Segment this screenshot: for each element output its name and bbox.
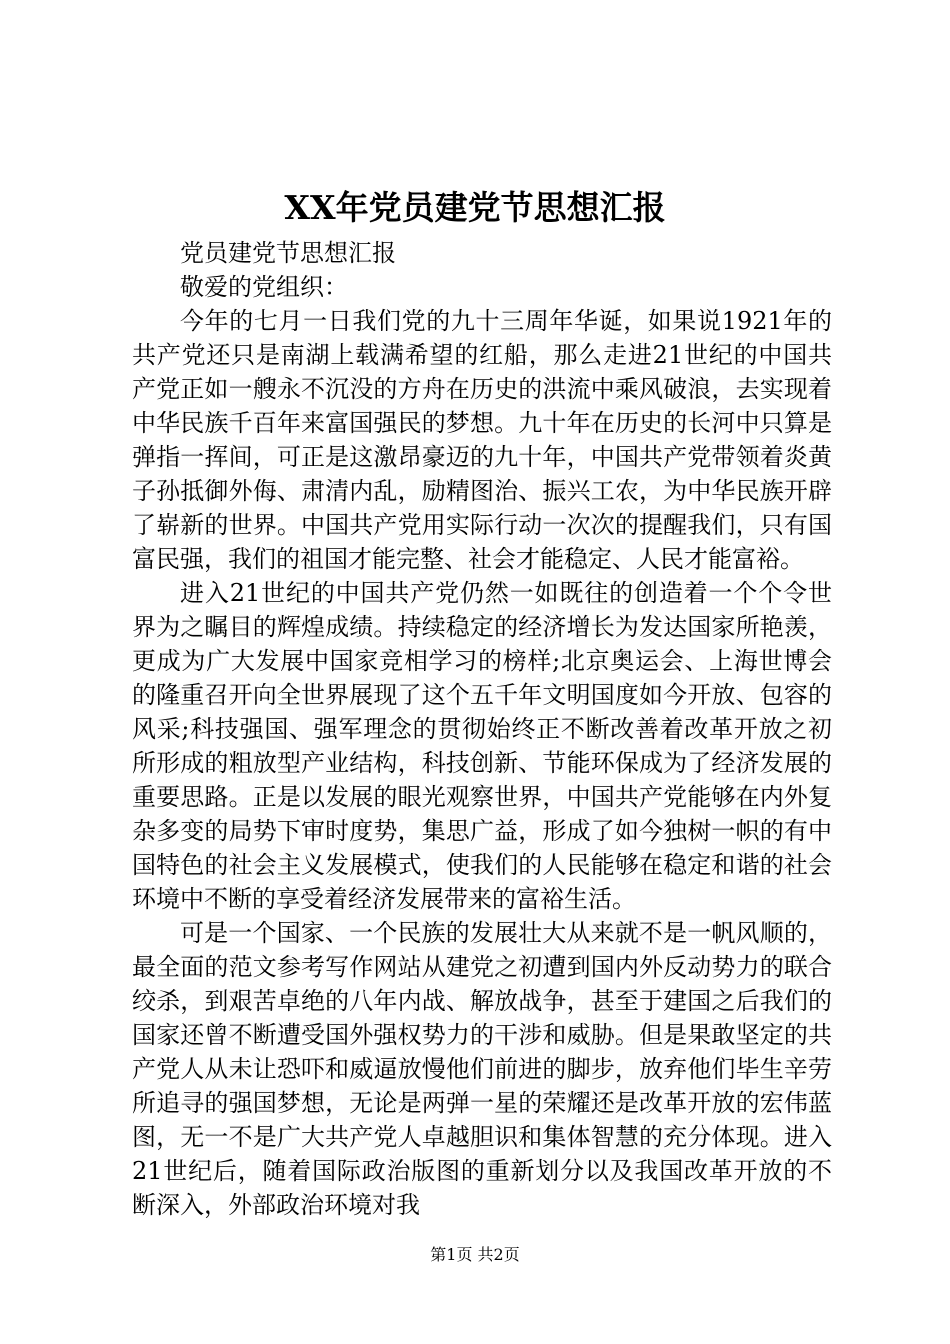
body-paragraph: 今年的七月一日我们党的九十三周年华诞，如果说1921年的共产党还只是南湖上载满希望的红船，那么走进21世纪的中国共产党正如一艘永不沉没的方舟在历史的洪流中乘风破浪，去实现着中华民族千百年来富国强民的梦想。九十年在历史的长河中只算是弹指一挥间，可正是这激昂豪迈的九十年，中国共产党带领着炎黄子孙抵御外侮、肃清内乱，励精图治、振兴工农，为中华民族开辟了崭新的世界。中国共产党用实际行动一次次的提醒我们，只有国富民强，我们的祖国才能完整、社会才能稳定、人民才能富裕。: [132, 307, 832, 573]
page-number-footer: 第1页 共2页: [430, 1245, 520, 1264]
document-body: [132, 236, 832, 1222]
page-title: XX年党员建党节思想汇报: [284, 188, 666, 227]
body-paragraph: 进入21世纪的中国共产党仍然一如既往的创造着一个个令世界为之瞩目的辉煌成绩。持续稳定的经济增长为发达国家所艳羡，更成为广大发展中国家竞相学习的榜样;北京奥运会、上海世博会的隆重召开向全世界展现了这个五千年文明国度如今开放、包容的风采;科技强国、强军理念的贯彻始终正不断改善着改革开放之初所形成的粗放型产业结构，科技创新、节能环保成为了经济发展的重要思路。正是以发展的眼光观察世界，中国共产党能够在内外复杂多变的局势下审时度势，集思广益，形成了如今独树一帜的有中国特色的社会主义发展模式，使我们的人民能够在稳定和谐的社会环境中不断的享受着经济发展带来的富裕生活。: [132, 579, 832, 913]
subtitle-line: 党员建党节思想汇报: [180, 239, 396, 267]
body-paragraph: 可是一个国家、一个民族的发展壮大从来就不是一帆风顺的，最全面的范文参考写作网站从建党之初遭到国内外反动势力的联合绞杀，到艰苦卓绝的八年内战、解放战争，甚至于建国之后我们的国家还曾不断遭受国外强权势力的干涉和威胁。但是果敢坚定的共产党人从未让恐吓和威逼放慢他们前进的脚步，放弃他们毕生辛劳所追寻的强国梦想，无论是两弹一星的荣耀还是改革开放的宏伟蓝图，无一不是广大共产党人卓越胆识和集体智慧的充分体现。进入21世纪后，随着国际政治版图的重新划分以及我国改革开放的不断深入，外部政治环境对我: [132, 919, 832, 1219]
salutation-line: 敬爱的党组织：: [180, 273, 348, 301]
